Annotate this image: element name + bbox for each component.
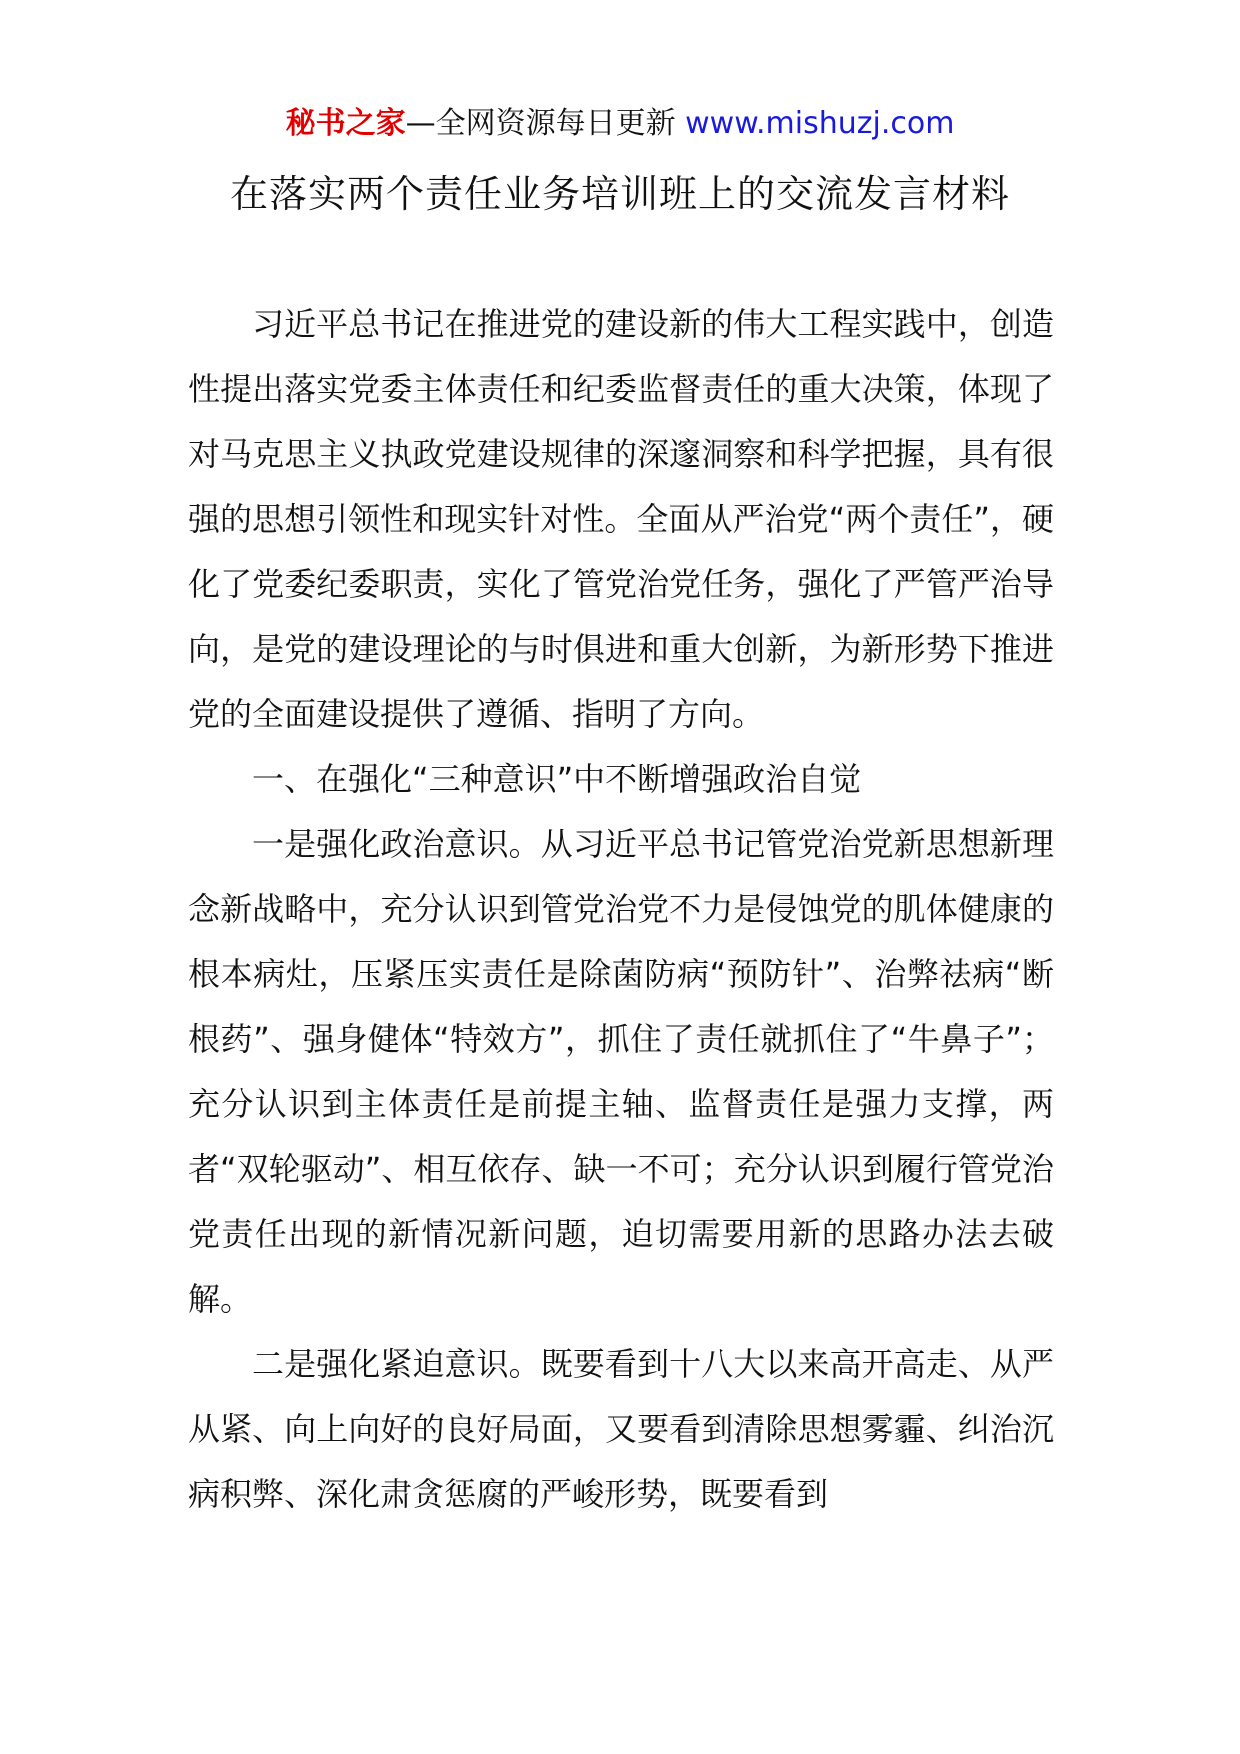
section-heading-1: 一、在强化“三种意识”中不断增强政治自觉 — [252, 760, 862, 798]
brand-name: 秘书之家 — [285, 106, 406, 141]
paragraph-urgency-awareness: 二是强化紧迫意识。既要看到十八大以来高开高走、从严从紧、向上向好的良好局面，又要看到清除思想雾霾、纠治沉病积弊、深化肃贪惩腐的严峻形势，既要看到 — [188, 1345, 1054, 1513]
paragraph-intro: 习近平总书记在推进党的建设新的伟大工程实践中，创造性提出落实党委主体责任和纪委监督责任的重大决策，体现了对马克思主义执政党建设规律的深邃洞察和科学把握，具有很强的思想引领性和现实针对性。全面从严治党“两个责任”，硬化了党委纪委职责，实化了管党治党任务，强化了严管严治导向，是党的建设理论的与时俱进和重大创新，为新形势下推进党的全面建设提供了遵循、指明了方向。 — [188, 305, 1054, 733]
site-header — [0, 102, 1240, 146]
website-link[interactable]: www.mishuzj.com — [685, 106, 955, 141]
document-body — [188, 292, 1054, 1527]
document-title: 在落实两个责任业务培训班上的交流发言材料 — [229, 172, 1010, 216]
paragraph-political-awareness: 一是强化政治意识。从习近平总书记管党治党新思想新理念新战略中，充分认识到管党治党不力是侵蚀党的肌体健康的根本病灶，压紧压实责任是除菌防病“预防针”、治弊祛病“断根药”、强身健体“特效方”，抓住了责任就抓住了“牛鼻子”；充分认识到主体责任是前提主轴、监督责任是强力支撑，两者“双轮驱动”、相互依存、缺一不可；充分认识到履行管党治党责任出现的新情况新问题，迫切需要用新的思路办法去破解。 — [188, 825, 1054, 1318]
header-tagline: —全网资源每日更新 — [405, 106, 686, 141]
